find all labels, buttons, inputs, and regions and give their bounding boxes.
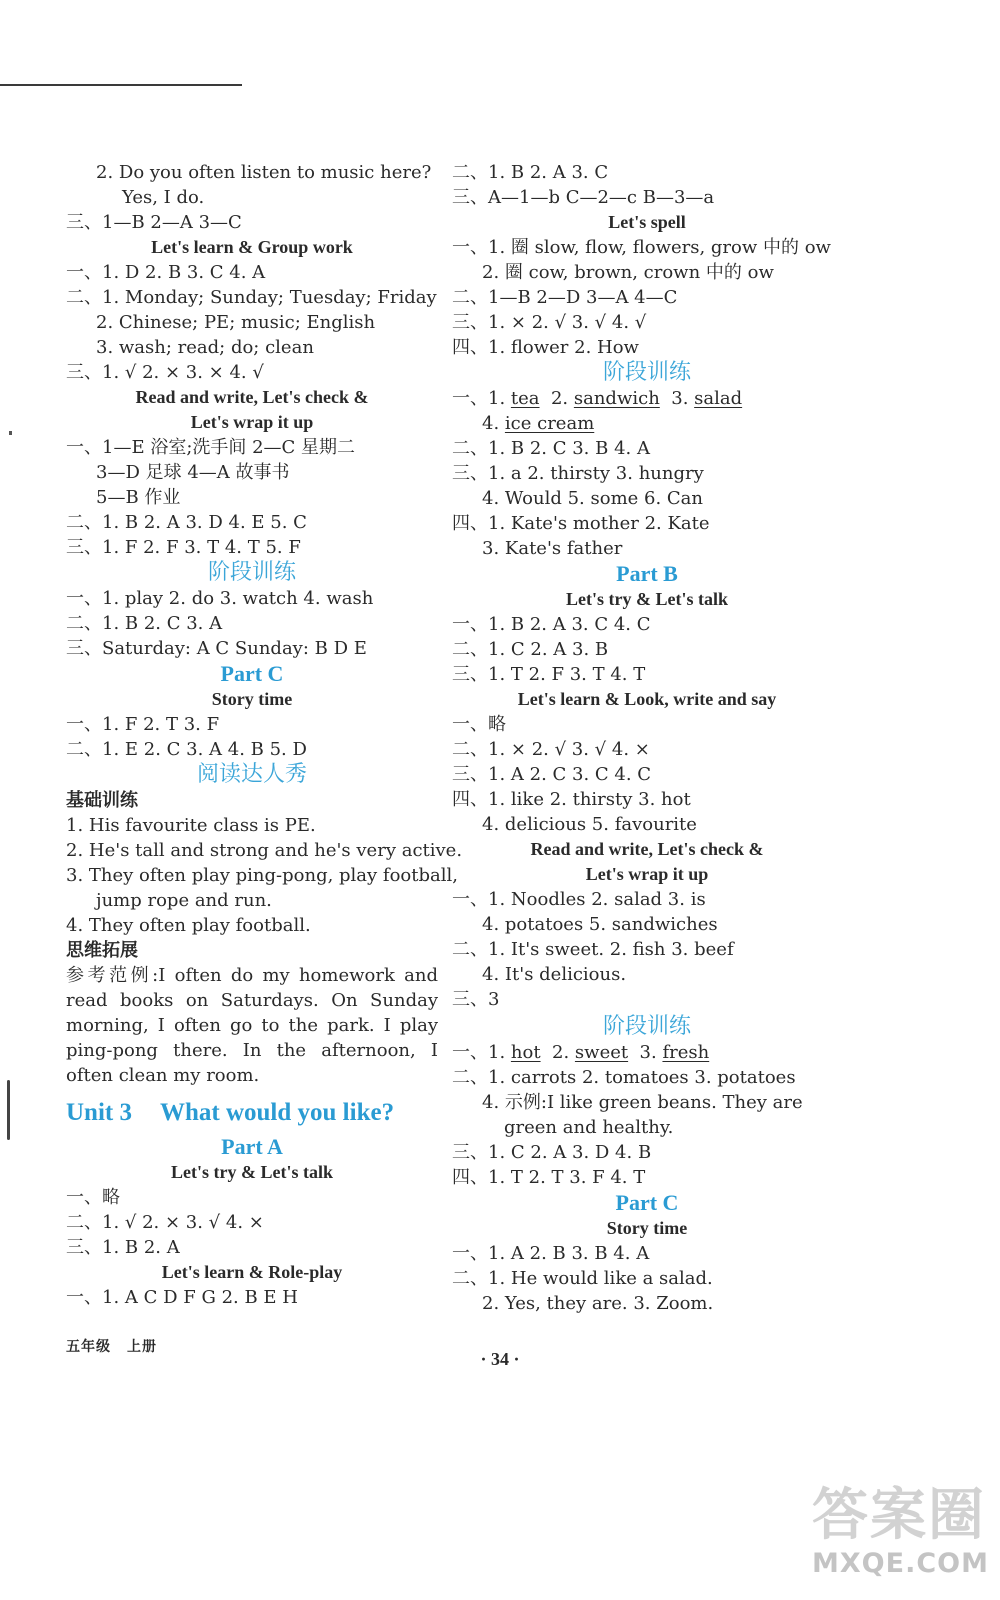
part-title: Part C <box>615 1190 679 1215</box>
answer-line: 一、略 <box>452 714 506 735</box>
answer-line: 三、1. B 2. A <box>66 1237 180 1258</box>
answer-line: 三、1. F 2. F 3. T 4. T 5. F <box>66 537 301 558</box>
section-heading: Story time <box>606 1218 688 1238</box>
answer-line: 三、1. C 2. A 3. D 4. B <box>452 1142 652 1163</box>
section-heading: Let's spell <box>608 212 686 232</box>
underlined-answer: ice cream <box>504 413 595 434</box>
answer-line: 一、1—E 浴室;洗手间 2—C 星期二 <box>66 437 356 458</box>
volume-label: 上册 <box>127 1339 157 1355</box>
answer-line: 一、1. D 2. B 3. C 4. A <box>66 262 266 283</box>
answer-line: 二、1. B 2. C 3. A <box>66 613 223 634</box>
answer-line: 3. Kate's father <box>482 538 623 559</box>
unit-number: Unit 3 <box>66 1099 132 1126</box>
answer-line: jump rope and run. <box>96 890 272 911</box>
answer-line: 二、1. √ 2. × 3. √ 4. × <box>66 1212 264 1233</box>
underlined-answer: hot <box>510 1042 541 1063</box>
answer-line: 2. He's tall and strong and he's very active. <box>66 840 463 861</box>
answer-line: 1. His favourite class is PE. <box>66 815 316 836</box>
answer-line: 一、1. play 2. do 3. watch 4. wash <box>66 588 374 609</box>
margin-dot <box>9 431 12 435</box>
answer-line: 一、1. A C D F G 2. B E H <box>66 1287 298 1308</box>
answer-prefix: 一、1. <box>452 1042 511 1063</box>
answer-line: 2. Do you often listen to music here? <box>96 162 432 183</box>
part-title: Part A <box>221 1134 283 1159</box>
section-heading: Let's learn & Group work <box>151 237 353 257</box>
answer-line: 一、1. A 2. B 3. B 4. A <box>452 1243 650 1264</box>
answer-line: 二、1. B 2. C 3. B 4. A <box>452 438 650 459</box>
answer-line: 三、1. × 2. √ 3. √ 4. √ <box>452 312 647 333</box>
answer-sep: 2. <box>540 1042 575 1063</box>
answer-line: 三、1. T 2. F 3. T 4. T <box>452 664 646 685</box>
answer-line: 四、1. flower 2. How <box>452 337 639 358</box>
page-number: · 34 · <box>480 1349 520 1369</box>
underlined-answer: fresh <box>662 1042 710 1063</box>
answer-line: 三、Saturday: A C Sunday: B D E <box>66 638 367 659</box>
section-heading: Story time <box>211 689 293 709</box>
watermark-text: 答案圈 <box>812 1483 986 1548</box>
section-heading: Let's wrap it up <box>585 864 709 884</box>
answer-line: 三、1. √ 2. × 3. × 4. √ <box>66 362 264 383</box>
answer-sep: 3. <box>628 1042 663 1063</box>
underlined-answer: sweet <box>574 1042 629 1063</box>
section-heading: Let's try & Let's talk <box>171 1162 333 1182</box>
answer-line: 三、1. A 2. C 3. C 4. C <box>452 764 652 785</box>
answer-sep: 2. <box>539 388 574 409</box>
answer-line: 4. It's delicious. <box>482 964 627 985</box>
essay-line: read books on Saturdays. On Sunday <box>66 990 438 1011</box>
answer-line: 二、1—B 2—D 3—A 4—C <box>452 287 678 308</box>
grade-label: 五年级 <box>66 1339 111 1355</box>
answer-line <box>452 1040 842 1065</box>
answer-line: Yes, I do. <box>122 187 205 208</box>
answer-line: 3. wash; read; do; clean <box>96 337 314 358</box>
essay-line: 参考范例:I often do my homework and <box>66 965 438 986</box>
answer-line: 二、1. × 2. √ 3. √ 4. × <box>452 739 650 760</box>
answer-line <box>452 386 842 411</box>
watermark-url: MXQE.COM <box>812 1548 989 1579</box>
section-heading: Read and write, Let's check & <box>135 387 369 407</box>
answer-line: 二、1. E 2. C 3. A 4. B 5. D <box>66 739 307 760</box>
part-title: Part B <box>616 561 678 586</box>
subheading-thinking-extension: 思维拓展 <box>66 940 138 961</box>
answer-line: 一、1. Noodles 2. salad 3. is <box>452 889 706 910</box>
top-rule <box>0 84 242 86</box>
right-column <box>452 160 842 1316</box>
answer-line: 二、1. It's sweet. 2. fish 3. beef <box>452 939 734 960</box>
underlined-answer: sandwich <box>573 388 660 409</box>
answer-line: 一、1. 圈 slow, flow, flowers, grow 中的 ow <box>452 237 831 258</box>
section-heading: Let's learn & Look, write and say <box>517 689 777 709</box>
section-heading: Read and write, Let's check & <box>530 839 764 859</box>
answer-line: 二、1. Monday; Sunday; Tuesday; Friday <box>66 287 437 308</box>
essay-line: morning, I often go to the park. I play <box>66 1015 438 1036</box>
section-heading: Let's learn & Role-play <box>161 1262 343 1282</box>
section-heading: Let's try & Let's talk <box>566 589 728 609</box>
answer-line: 4. Would 5. some 6. Can <box>482 488 704 509</box>
watermark-logo <box>812 1484 988 1594</box>
subheading-basic-training: 基础训练 <box>66 790 138 811</box>
answer-line: 二、1. carrots 2. tomatoes 3. potatoes <box>452 1067 796 1088</box>
answer-line: 3—D 足球 4—A 故事书 <box>96 462 290 483</box>
answer-line: 4. They often play football. <box>66 915 311 936</box>
answer-sep: 3. <box>659 388 695 409</box>
answer-line: 三、1. a 2. thirsty 3. hungry <box>452 463 704 484</box>
answer-line: 一、1. F 2. T 3. F <box>66 714 220 735</box>
answer-line: 5—B 作业 <box>96 487 181 508</box>
stage-training-title: 阶段训练 <box>602 360 691 385</box>
essay-line: often clean my room. <box>66 1065 260 1086</box>
answer-line: 2. Yes, they are. 3. Zoom. <box>482 1293 714 1314</box>
answer-line: 二、1. He would like a salad. <box>452 1268 713 1289</box>
answer-line: 四、1. like 2. thirsty 3. hot <box>452 789 691 810</box>
answer-line: 四、1. Kate's mother 2. Kate <box>452 513 710 534</box>
answer-line: 二、1. B 2. A 3. C <box>452 162 609 183</box>
answer-line: 4. 示例:I like green beans. They are <box>482 1092 803 1113</box>
answer-prefix: 一、1. <box>452 388 511 409</box>
answer-line: 一、略 <box>66 1187 120 1208</box>
reading-show-title: 阅读达人秀 <box>196 762 307 787</box>
section-heading: Let's wrap it up <box>190 412 314 432</box>
part-title: Part C <box>220 661 284 686</box>
answer-line: 3. They often play ping-pong, play football, <box>66 865 458 886</box>
answer-line: 4. delicious 5. favourite <box>482 814 697 835</box>
answer-line: 4. potatoes 5. sandwiches <box>482 914 718 935</box>
answer-line: 三、A—1—b C—2—c B—3—a <box>452 187 715 208</box>
answer-line: 二、1. C 2. A 3. B <box>452 639 609 660</box>
stage-training-title: 阶段训练 <box>207 560 296 585</box>
underlined-answer: tea <box>510 388 540 409</box>
answer-line: 2. Chinese; PE; music; English <box>96 312 376 333</box>
unit-title <box>66 1098 438 1128</box>
essay-line: ping-pong there. In the afternoon, I <box>66 1040 438 1061</box>
margin-mark <box>7 1080 10 1140</box>
answer-line: 三、1—B 2—A 3—C <box>66 212 242 233</box>
unit-name: What would you like? <box>159 1099 395 1126</box>
answer-prefix: 4. <box>482 413 505 434</box>
answer-line <box>452 411 842 436</box>
answer-line: 2. 圈 cow, brown, crown 中的 ow <box>482 262 774 283</box>
left-column <box>66 160 463 1310</box>
stage-training-title: 阶段训练 <box>602 1014 691 1039</box>
answer-line: 三、3 <box>452 989 500 1010</box>
answer-line: 二、1. B 2. A 3. D 4. E 5. C <box>66 512 307 533</box>
answer-line: 一、1. B 2. A 3. C 4. C <box>452 614 651 635</box>
underlined-answer: salad <box>694 388 743 409</box>
answer-line: 四、1. T 2. T 3. F 4. T <box>452 1167 646 1188</box>
answer-line: green and healthy. <box>504 1117 674 1138</box>
